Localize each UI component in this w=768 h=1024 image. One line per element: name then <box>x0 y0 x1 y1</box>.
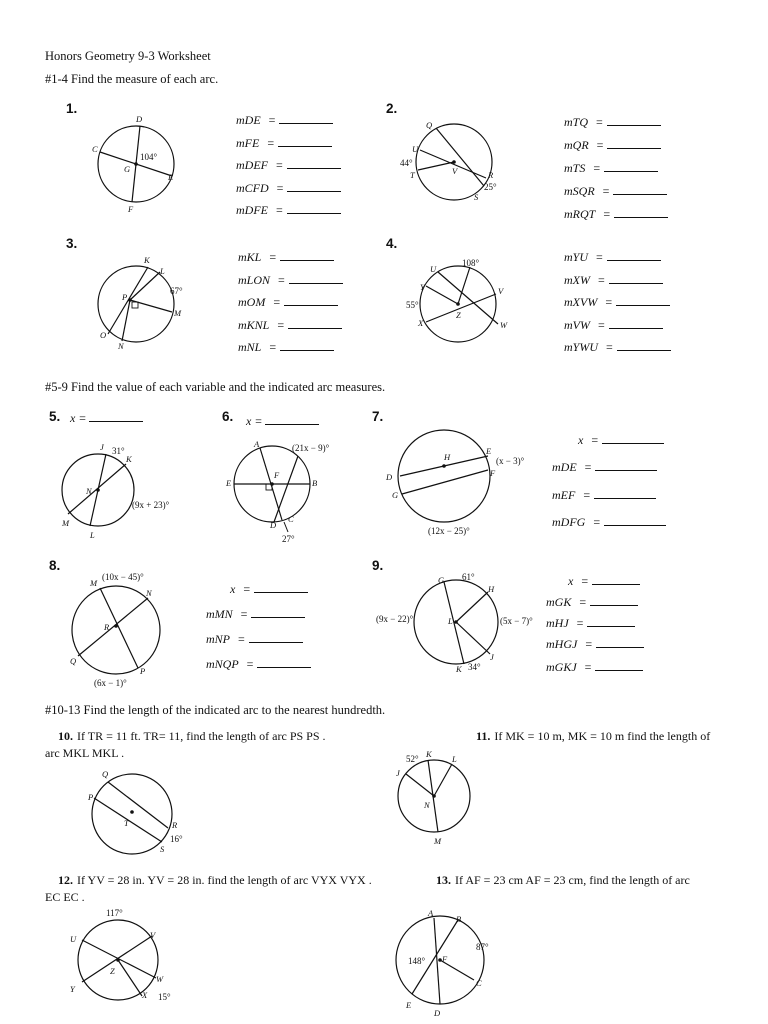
angle-31: 31° <box>112 446 125 456</box>
answer-blank[interactable] <box>607 138 661 149</box>
answer-row: mDE = <box>552 460 657 475</box>
problem-1-circle-diagram <box>88 112 188 218</box>
problem-11-circle-diagram <box>390 748 480 848</box>
answer-row: mNL = <box>238 336 343 359</box>
answer-row: mQR = <box>564 134 668 157</box>
label-P: P <box>88 792 94 802</box>
angle-67: 67° <box>170 286 183 296</box>
angle-25: 25° <box>484 182 497 192</box>
label-H: H <box>444 452 451 462</box>
answer-row: mMN = <box>206 607 305 622</box>
problem-12-text: 12. If YV = 28 in. YV = 28 in. find the length of arc VYX VYX . <box>58 873 372 887</box>
problem-7-circle-diagram <box>380 424 540 542</box>
label-A: A <box>428 908 434 918</box>
answer-row: mRQT = <box>564 203 668 226</box>
answer-row: mCFD = <box>236 177 341 200</box>
answer-blank[interactable] <box>595 660 643 671</box>
answer-row: x = <box>230 582 308 597</box>
answer-blank[interactable] <box>595 460 657 471</box>
label-C: C <box>476 978 482 988</box>
problem-5-number: 5. <box>49 409 61 424</box>
answer-row: mXVW = <box>564 291 671 314</box>
label-E: E <box>226 478 232 488</box>
label-M: M <box>90 578 98 588</box>
label-C: C <box>288 514 294 524</box>
answer-blank[interactable] <box>284 295 338 306</box>
angle-108: 108° <box>462 258 480 268</box>
answer-blank[interactable] <box>280 250 334 261</box>
label-D: D <box>386 472 393 482</box>
angle-44: 44° <box>400 158 413 168</box>
angle-52: 52° <box>406 754 419 764</box>
label-Z: Z <box>110 966 115 976</box>
problem-1-answers <box>236 109 341 222</box>
problem-7-number: 7. <box>372 409 384 424</box>
answer-row: mOM = <box>238 291 343 314</box>
label-G: G <box>438 575 445 585</box>
answer-row: mGK = <box>546 595 638 610</box>
label-T: T <box>124 818 129 828</box>
label-A: A <box>254 439 260 449</box>
label-W: W <box>156 974 164 984</box>
answer-blank[interactable] <box>592 574 640 585</box>
label-B: B <box>312 478 318 488</box>
answer-row: mXW = <box>564 269 671 292</box>
label-N: N <box>146 588 152 598</box>
angle-10x45: (10x − 45)° <box>102 572 144 582</box>
problem-5-answer: x = <box>70 411 143 426</box>
answer-row: mLON = <box>238 269 343 292</box>
label-K: K <box>144 255 150 265</box>
answer-row: mTS = <box>564 157 668 180</box>
angle-61: 61° <box>462 572 475 582</box>
answer-blank[interactable] <box>607 250 661 261</box>
answer-row: mEF = <box>552 488 656 503</box>
answer-blank[interactable] <box>594 488 656 499</box>
label-W: W <box>500 320 508 330</box>
label-S: S <box>474 192 479 202</box>
section-2-instructions: #5-9 Find the value of each variable and the indicated arc measures. <box>45 380 386 394</box>
problem-4-circle-diagram <box>404 254 516 348</box>
answer-blank[interactable] <box>257 657 311 668</box>
answer-blank[interactable] <box>254 582 308 593</box>
answer-blank[interactable] <box>249 632 303 643</box>
label-O: O <box>100 330 107 340</box>
problem-10-text: 10. If TR = 11 ft. TR= 11, find the length of arc PS PS . <box>58 729 326 743</box>
angle-87: 87° <box>476 942 489 952</box>
label-F: F <box>128 204 134 214</box>
answer-row: mHJ = <box>546 616 635 631</box>
problem-13-circle-diagram <box>388 906 508 1020</box>
problem-13-text: 13. If AF = 23 cm AF = 23 cm, find the length of arc <box>436 873 690 887</box>
label-H: H <box>488 584 495 594</box>
answer-blank[interactable] <box>607 115 661 126</box>
problem-8-circle-diagram <box>64 568 184 690</box>
answer-row: mNP = <box>206 632 303 647</box>
answer-blank[interactable] <box>609 273 663 284</box>
label-D: D <box>434 1008 441 1018</box>
label-L: L <box>90 530 95 540</box>
answer-row: x = <box>568 574 640 589</box>
problem-5-circle-diagram <box>56 438 196 542</box>
label-E: E <box>406 1000 412 1010</box>
label-D: D <box>136 114 143 124</box>
label-F: F <box>442 954 448 964</box>
answer-blank[interactable] <box>265 414 319 425</box>
label-U: U <box>430 264 437 274</box>
problem-3-answers <box>238 246 343 359</box>
angle-6x1: (6x − 1)° <box>94 678 127 688</box>
answer-blank[interactable] <box>604 161 658 172</box>
answer-row: mYWU = <box>564 336 671 359</box>
label-E: E <box>168 172 174 182</box>
label-N: N <box>424 800 430 810</box>
answer-row: mFE = <box>236 132 341 155</box>
label-Q: Q <box>70 656 77 666</box>
answer-row: mNQP = <box>206 657 311 672</box>
problem-8-number: 8. <box>49 558 61 573</box>
problem-9-circle-diagram <box>374 570 546 678</box>
label-D: D <box>270 520 277 530</box>
answer-blank[interactable] <box>604 515 666 526</box>
label-G: G <box>124 164 131 174</box>
answer-row: mDEF = <box>236 154 341 177</box>
angle-16: 16° <box>170 834 183 844</box>
answer-row: x = <box>578 433 664 448</box>
answer-row: mKL = <box>238 246 343 269</box>
label-R: R <box>104 622 110 632</box>
answer-blank[interactable] <box>587 616 635 627</box>
label-L: L <box>160 266 165 276</box>
section-1-instructions: #1-4 Find the measure of each arc. <box>45 72 219 86</box>
answer-blank[interactable] <box>617 340 671 351</box>
angle-5x7: (5x − 7)° <box>500 616 533 626</box>
label-L: L <box>452 754 457 764</box>
answer-row: mVW = <box>564 314 671 337</box>
angle-9x23: (9x + 23)° <box>132 500 170 510</box>
problem-10-circle-diagram <box>82 764 192 858</box>
label-X: X <box>418 318 424 328</box>
problem-11-text: 11. If MK = 10 m, MK = 10 m find the length of <box>476 729 711 743</box>
label-M: M <box>174 308 182 318</box>
label-K: K <box>426 749 432 759</box>
label-Z: Z <box>456 310 461 320</box>
label-M: M <box>62 518 70 528</box>
angle-104: 104° <box>140 152 158 162</box>
label-B: B <box>456 914 462 924</box>
label-Y: Y <box>420 282 425 292</box>
answer-row: mHGJ = <box>546 637 644 652</box>
label-M: M <box>434 836 442 846</box>
problem-12-text-line2: EC EC . <box>45 890 85 904</box>
answer-row: mDFE = <box>236 199 341 222</box>
answer-blank[interactable] <box>616 295 670 306</box>
answer-row: mKNL = <box>238 314 343 337</box>
problem-1-number: 1. <box>66 101 78 116</box>
angle-x3: (x − 3)° <box>496 456 525 466</box>
angle-55: 55° <box>406 300 419 310</box>
problem-6-answer: x = <box>246 414 319 429</box>
problem-9-number: 9. <box>372 558 384 573</box>
label-U: U <box>412 144 419 154</box>
answer-blank[interactable] <box>287 158 341 169</box>
answer-blank[interactable] <box>288 318 342 329</box>
angle-15: 15° <box>158 992 171 1002</box>
problem-6-circle-diagram <box>224 438 344 544</box>
angle-9x22: (9x − 22)° <box>376 614 414 624</box>
problem-2-circle-diagram <box>398 116 508 206</box>
answer-blank[interactable] <box>287 203 341 214</box>
answer-blank[interactable] <box>287 181 341 192</box>
answer-blank[interactable] <box>613 184 667 195</box>
label-V: V <box>150 930 156 940</box>
answer-row: mDFG = <box>552 515 666 530</box>
label-J: J <box>490 652 494 662</box>
answer-row: mDE = <box>236 109 341 132</box>
angle-21x9: (21x − 9)° <box>292 443 330 453</box>
label-L: L <box>448 616 453 626</box>
answer-row: mTQ = <box>564 111 668 134</box>
problem-12-circle-diagram <box>64 906 184 1004</box>
problem-6-number: 6. <box>222 409 234 424</box>
label-Q: Q <box>426 120 433 130</box>
problem-4-answers <box>564 246 671 359</box>
problem-2-number: 2. <box>386 101 398 116</box>
answer-blank[interactable] <box>614 207 668 218</box>
answer-blank[interactable] <box>280 340 334 351</box>
label-U: U <box>70 934 77 944</box>
answer-row: mYU = <box>564 246 671 269</box>
problem-3-circle-diagram <box>88 254 192 350</box>
label-K: K <box>456 664 462 674</box>
label-N: N <box>118 341 124 350</box>
problem-3-number: 3. <box>66 236 78 251</box>
angle-27: 27° <box>282 534 295 544</box>
worksheet-title: Honors Geometry 9-3 Worksheet <box>45 49 211 63</box>
label-P: P <box>140 666 146 676</box>
label-C: C <box>92 144 98 154</box>
angle-12x25: (12x − 25)° <box>428 526 470 536</box>
label-R: R <box>172 820 178 830</box>
answer-row: mSQR = <box>564 180 668 203</box>
answer-blank[interactable] <box>596 637 644 648</box>
label-G: G <box>392 490 399 500</box>
label-E: E <box>486 446 492 456</box>
section-3-instructions: #10-13 Find the length of the indicated arc to the nearest hundredth. <box>45 703 386 717</box>
answer-blank[interactable] <box>609 318 663 329</box>
label-J: J <box>100 442 104 452</box>
angle-34: 34° <box>468 662 481 672</box>
problem-4-number: 4. <box>386 236 398 251</box>
label-V: V <box>452 166 458 176</box>
label-N: N <box>86 486 92 496</box>
angle-117: 117° <box>106 908 123 918</box>
label-F: F <box>490 468 496 478</box>
label-Q: Q <box>102 769 109 779</box>
answer-blank[interactable] <box>278 136 332 147</box>
label-P: P <box>122 292 128 302</box>
answer-blank[interactable] <box>89 411 143 422</box>
answer-blank[interactable] <box>590 595 638 606</box>
label-T: T <box>410 170 415 180</box>
answer-blank[interactable] <box>251 607 305 618</box>
label-F: F <box>274 470 280 480</box>
label-S: S <box>160 844 165 854</box>
angle-148: 148° <box>408 956 426 966</box>
label-X: X <box>142 990 148 1000</box>
problem-2-answers <box>564 111 668 226</box>
label-K: K <box>126 454 132 464</box>
label-J: J <box>396 768 400 778</box>
problem-11-text-line2: arc MKL MKL . <box>45 746 125 760</box>
answer-blank[interactable] <box>289 273 343 284</box>
answer-blank[interactable] <box>602 433 664 444</box>
answer-row: mGKJ = <box>546 660 643 675</box>
label-Y: Y <box>70 984 75 994</box>
label-R: R <box>488 170 494 180</box>
answer-blank[interactable] <box>279 113 333 124</box>
label-V: V <box>498 286 504 296</box>
